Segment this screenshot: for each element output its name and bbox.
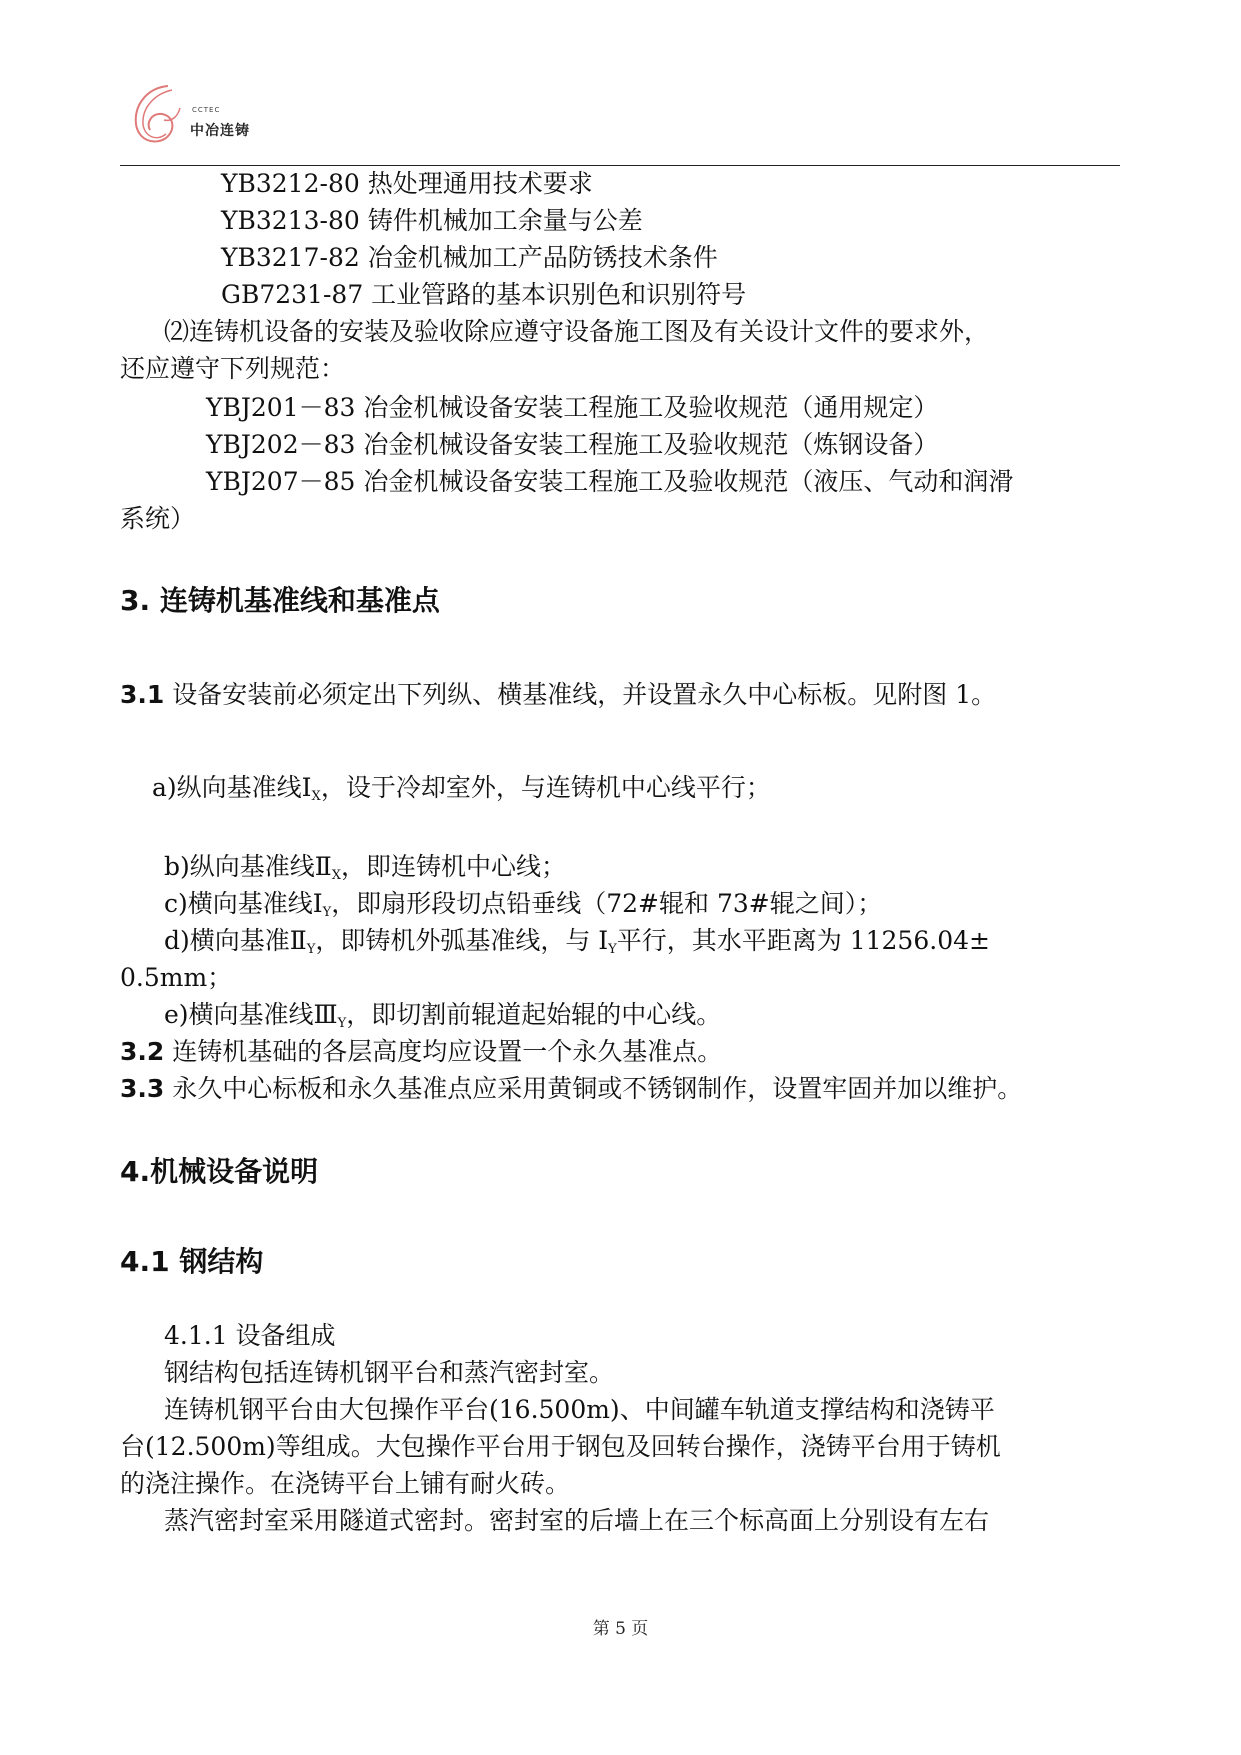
item-b (164, 852, 566, 891)
paragraph-line-2: ⑵连铸机设备的安装及验收除应遵守设备施工图及有关设计文件的要求外， (164, 317, 990, 346)
item-a-sub: X (311, 789, 321, 804)
cctec-logo-icon (128, 80, 188, 148)
page-number: 第 5 页 (592, 1619, 649, 1639)
item-d-mid: ，即铸机外弧基准线，与 I (315, 926, 609, 955)
item-d-pre: d)横向基准Ⅱ (164, 926, 307, 955)
standard-line-4: GB7231-87 工业管路的基本识别色和识别符号 (221, 280, 747, 309)
item-3-3 (120, 1074, 1022, 1104)
para-line-2: 连铸机钢平台由大包操作平台(16.500m)、中间罐车轨道支撑结构和浇铸平 (164, 1395, 995, 1424)
item-d-sub: Y (306, 942, 316, 957)
item-e-pre: e)横向基准线Ⅲ (164, 1000, 338, 1029)
item-d-cont: 0.5mm； (120, 963, 233, 992)
section-4-1-heading: 4.1 钢结构 (120, 1245, 264, 1278)
item-3-1-number: 3.1 (120, 680, 165, 709)
item-d-post: 平行，其水平距离为 11256.04± (616, 926, 990, 955)
item-c-pre: c)横向基准线Ⅰ (164, 889, 323, 918)
standard-line-1: YB3212-80 热处理通用技术要求 (221, 169, 593, 198)
page-header (120, 80, 1120, 166)
item-c-post: ，即扇形段切点铅垂线（72#辊和 73#辊之间）； (331, 889, 883, 918)
item-a-pre: a)纵向基准线Ⅰ (152, 773, 312, 802)
section-3-heading: 3. 连铸机基准线和基准点 (120, 584, 440, 617)
item-e (164, 1000, 721, 1039)
item-3-1-text: 设备安装前必须定出下列纵、横基准线，并设置永久中心标板。见附图 1。 (164, 680, 997, 709)
item-b-pre: b)纵向基准线Ⅱ (164, 852, 332, 881)
logo-subtitle: CCTEC (192, 106, 221, 114)
logo-title: 中冶连铸 (190, 123, 250, 139)
standard-line-5: YBJ201－83 冶金机械设备安装工程施工及验收规范（通用规定） (206, 393, 939, 422)
standard-line-3: YB3217-82 冶金机械加工产品防锈技术条件 (221, 243, 718, 272)
item-3-3-number: 3.3 (120, 1074, 165, 1103)
item-3-1 (120, 680, 996, 710)
item-c-sub: Y (322, 905, 332, 920)
item-d (164, 926, 990, 965)
standard-line-7: YBJ207－85 冶金机械设备安装工程施工及验收规范（液压、气动和润滑 (206, 467, 1014, 496)
standard-line-6: YBJ202－83 冶金机械设备安装工程施工及验收规范（炼钢设备） (206, 430, 939, 459)
item-b-sub: X (331, 868, 342, 883)
para-line-1: 钢结构包括连铸机钢平台和蒸汽密封室。 (164, 1358, 615, 1387)
item-e-sub: Y (337, 1016, 347, 1031)
item-3-2-number: 3.2 (120, 1037, 165, 1066)
item-d-sub2: Y (608, 942, 617, 957)
para-4-1-1: 4.1.1 设备组成 (164, 1321, 336, 1350)
item-e-post: ，即切割前辊道起始辊的中心线。 (346, 1000, 722, 1029)
standard-line-2: YB3213-80 铸件机械加工余量与公差 (221, 206, 643, 235)
item-3-3-text: 永久中心标板和永久基准点应采用黄铜或不锈钢制作，设置牢固并加以维护。 (164, 1074, 1023, 1103)
item-a (152, 773, 771, 812)
item-c (164, 889, 882, 928)
section-4-heading: 4.机械设备说明 (120, 1155, 319, 1188)
item-b-post: ，即连铸机中心线； (341, 852, 567, 881)
paragraph-line-2-cont: 还应遵守下列规范： (120, 354, 346, 383)
item-3-2-text: 连铸机基础的各层高度均应设置一个永久基准点。 (164, 1037, 723, 1066)
item-3-2 (120, 1037, 722, 1067)
standard-line-7-cont: 系统） (120, 504, 196, 533)
para-line-3: 台(12.500m)等组成。大包操作平台用于钢包及回转台操作，浇铸平台用于铸机 (120, 1432, 1001, 1461)
header-divider (120, 165, 1120, 166)
item-a-post: ，设于冷却室外，与连铸机中心线平行； (320, 773, 771, 802)
para-line-5: 蒸汽密封室采用隧道式密封。密封室的后墙上在三个标高面上分别设有左右 (164, 1506, 990, 1535)
para-line-4: 的浇注操作。在浇铸平台上铺有耐火砖。 (120, 1469, 571, 1498)
